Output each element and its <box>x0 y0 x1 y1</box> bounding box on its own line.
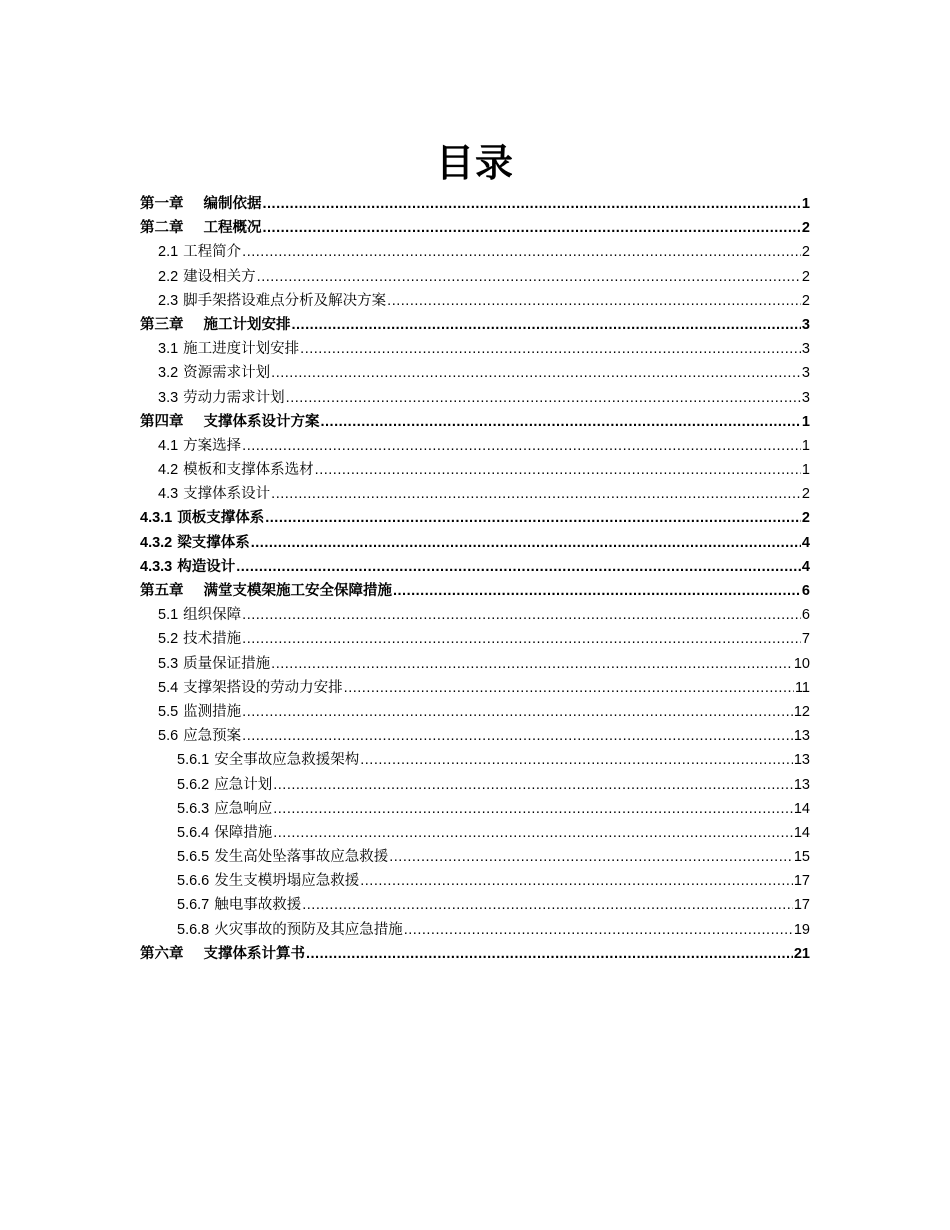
toc-leader-dots <box>300 337 801 361</box>
toc-entry[interactable] <box>140 893 810 917</box>
toc-entry-number: 5.6.3 <box>177 800 210 817</box>
toc-leader-dots <box>321 410 801 434</box>
toc-entry[interactable] <box>140 942 810 966</box>
toc-entry-number: 4.3.1 <box>140 510 173 527</box>
toc-title: 目录 <box>435 140 514 185</box>
toc-entry-label: 工程概况 <box>203 220 262 237</box>
toc-entry-page-number: 19 <box>793 921 810 938</box>
toc-entry-page-number: 17 <box>793 873 810 890</box>
toc-entry-page-number: 13 <box>793 728 810 745</box>
toc-entry[interactable] <box>140 652 810 676</box>
toc-entry-label: 施工进度计划安排 <box>183 341 300 358</box>
toc-entry-label: 构造设计 <box>177 558 236 575</box>
toc-entry-label: 工程简介 <box>183 244 242 261</box>
toc-entry[interactable] <box>140 289 810 313</box>
toc-entry[interactable] <box>140 434 810 458</box>
toc-entry-label: 发生支模坍塌应急救援 <box>214 873 360 890</box>
toc-entry-number: 4.1 <box>158 437 179 454</box>
toc-entry-page-number: 2 <box>801 486 810 503</box>
toc-entry-label: 质量保证措施 <box>183 655 271 672</box>
toc-entry-label: 梁支撑体系 <box>177 534 250 551</box>
toc-entry[interactable] <box>140 482 810 506</box>
toc-leader-dots <box>360 748 793 772</box>
toc-entry-number: 5.6 <box>158 728 179 745</box>
toc-entry[interactable] <box>140 918 810 942</box>
toc-leader-dots <box>273 773 793 797</box>
toc-leader-dots <box>242 434 801 458</box>
toc-leader-dots <box>263 216 801 240</box>
toc-entry[interactable] <box>140 361 810 385</box>
toc-entry-label: 满堂支模架施工安全保障措施 <box>203 583 392 599</box>
toc-entry[interactable] <box>140 748 810 772</box>
toc-entry[interactable] <box>140 216 810 240</box>
toc-entry-label: 支撑体系设计方案 <box>203 413 320 430</box>
toc-leader-dots <box>271 482 801 506</box>
toc-entry-number: 5.6.1 <box>177 752 210 769</box>
toc-entry-number: 第三章 <box>140 316 184 333</box>
toc-entry-page-number: 1 <box>801 462 810 479</box>
toc-leader-dots <box>242 603 801 627</box>
toc-leader-dots <box>315 458 801 482</box>
toc-leader-dots <box>302 893 793 917</box>
toc-leader-dots <box>242 240 801 264</box>
toc-leader-dots <box>273 821 793 845</box>
toc-entry[interactable] <box>140 192 810 216</box>
toc-entry-page-number: 3 <box>801 389 810 406</box>
toc-entry-page-number: 14 <box>793 800 810 817</box>
toc-entry-label: 施工计划安排 <box>203 316 291 333</box>
toc-entry-page-number: 2 <box>801 510 810 527</box>
toc-entry-page-number: 21 <box>793 945 810 962</box>
toc-entry[interactable] <box>140 700 810 724</box>
toc-leader-dots <box>387 289 801 313</box>
toc-entry[interactable] <box>140 386 810 410</box>
toc-entry-page-number: 2 <box>801 220 810 237</box>
toc-entry-number: 2.1 <box>158 244 179 261</box>
toc-entry-number: 4.3.2 <box>140 534 173 551</box>
toc-entry-label: 模板和支撑体系选材 <box>183 462 314 479</box>
toc-leader-dots <box>257 265 801 289</box>
toc-entry-number: 第一章 <box>140 196 184 212</box>
toc-entry[interactable] <box>140 313 810 337</box>
toc-entry[interactable] <box>140 579 810 603</box>
toc-entry-page-number: 1 <box>801 196 810 212</box>
toc-entry-number: 3.2 <box>158 365 179 382</box>
toc-entry-page-number: 3 <box>801 316 810 333</box>
toc-entry-label: 建设相关方 <box>183 268 256 285</box>
toc-leader-dots <box>263 192 801 216</box>
toc-entry-number: 第五章 <box>140 583 184 599</box>
toc-entry-page-number: 7 <box>801 631 810 648</box>
toc-entry-number: 5.3 <box>158 655 179 672</box>
toc-entry-page-number: 13 <box>793 776 810 793</box>
toc-leader-dots <box>292 313 801 337</box>
toc-entry-number: 5.6.7 <box>177 897 210 914</box>
toc-entry-number: 5.5 <box>158 703 179 720</box>
toc-entry-label: 顶板支撑体系 <box>177 510 265 527</box>
toc-leader-dots <box>389 845 793 869</box>
toc-entry-number: 2.3 <box>158 292 179 309</box>
toc-entry[interactable] <box>140 845 810 869</box>
toc-entry-number: 第二章 <box>140 220 184 237</box>
toc-entry-page-number: 10 <box>793 655 810 672</box>
toc-leader-dots <box>393 579 801 603</box>
toc-leader-dots <box>242 700 793 724</box>
toc-entry-label: 技术措施 <box>183 631 242 648</box>
toc-entry-page-number: 3 <box>801 365 810 382</box>
toc-entry-label: 触电事故救援 <box>214 897 302 914</box>
toc-entry-page-number: 1 <box>801 437 810 454</box>
toc-entry-label: 劳动力需求计划 <box>183 389 285 406</box>
toc-entry-page-number: 4 <box>801 558 810 575</box>
toc-entry-label: 方案选择 <box>183 437 242 454</box>
toc-entry-label: 资源需求计划 <box>183 365 271 382</box>
toc-leader-dots <box>286 386 801 410</box>
toc-entry-page-number: 17 <box>793 897 810 914</box>
toc-entry-page-number: 1 <box>801 413 810 430</box>
toc-entry-number: 3.1 <box>158 341 179 358</box>
toc-leader-dots <box>242 627 801 651</box>
toc-entry-number: 第六章 <box>140 945 184 962</box>
toc-entry[interactable] <box>140 724 810 748</box>
toc-entry-number: 5.6.2 <box>177 776 210 793</box>
toc-entry-label: 安全事故应急救援架构 <box>214 752 360 769</box>
toc-entry-number: 2.2 <box>158 268 179 285</box>
toc-entry-page-number: 11 <box>794 679 810 696</box>
toc-entry[interactable] <box>140 869 810 893</box>
toc-entry[interactable] <box>140 773 810 797</box>
toc-entry[interactable] <box>140 410 810 434</box>
toc-entry-label: 应急计划 <box>214 776 273 793</box>
toc-entry-number: 5.1 <box>158 607 179 624</box>
toc-entry[interactable] <box>140 531 810 555</box>
toc-entry-number: 5.6.5 <box>177 849 210 866</box>
toc-entry-label: 脚手架搭设难点分析及解决方案 <box>183 292 387 309</box>
toc-entry-label: 支撑体系设计 <box>183 486 271 503</box>
toc-entry-label: 应急预案 <box>183 728 242 745</box>
toc-entry[interactable] <box>140 627 810 651</box>
toc-leader-dots <box>271 361 801 385</box>
toc-entry-label: 编制依据 <box>203 196 262 212</box>
toc-entry-number: 3.3 <box>158 389 179 406</box>
toc-entry-page-number: 6 <box>801 583 810 599</box>
toc-entry[interactable] <box>140 458 810 482</box>
toc-entry-label: 应急响应 <box>214 800 273 817</box>
toc-entry-label: 保障措施 <box>214 824 273 841</box>
toc-entry-number: 5.4 <box>158 679 179 696</box>
toc-entry-number: 5.6.4 <box>177 824 210 841</box>
toc-entry-number: 第四章 <box>140 413 184 430</box>
toc-entry-label: 组织保障 <box>183 607 242 624</box>
toc-entry-page-number: 2 <box>801 292 810 309</box>
toc-entry-label: 发生高处坠落事故应急救援 <box>214 849 389 866</box>
toc-entry-label: 支撑体系计算书 <box>203 945 305 962</box>
toc-entry[interactable] <box>140 506 810 530</box>
toc-leader-dots <box>242 724 793 748</box>
toc-entry[interactable] <box>140 337 810 361</box>
toc-entry-number: 5.6.8 <box>177 921 210 938</box>
toc-entry-page-number: 6 <box>801 607 810 624</box>
toc-entry-page-number: 14 <box>793 824 810 841</box>
toc-entry-label: 监测措施 <box>183 703 242 720</box>
toc-entry-number: 4.2 <box>158 462 179 479</box>
toc-entry-label: 支撑架搭设的劳动力安排 <box>183 679 343 696</box>
toc-leader-dots <box>265 506 801 530</box>
toc-entry[interactable] <box>140 797 810 821</box>
toc-entry-page-number: 13 <box>793 752 810 769</box>
toc-entry-page-number: 12 <box>793 703 810 720</box>
toc-entry[interactable] <box>140 240 810 264</box>
toc-entry-number: 5.2 <box>158 631 179 648</box>
toc-leader-dots <box>271 652 793 676</box>
toc-entry-page-number: 15 <box>793 849 810 866</box>
toc-leader-dots <box>360 869 793 893</box>
toc-entry-page-number: 2 <box>801 244 810 261</box>
toc-leader-dots <box>306 942 793 966</box>
toc-entry-page-number: 2 <box>801 268 810 285</box>
table-of-contents <box>140 192 810 966</box>
toc-entry[interactable] <box>140 821 810 845</box>
toc-leader-dots <box>236 555 801 579</box>
toc-entry[interactable] <box>140 603 810 627</box>
toc-leader-dots <box>404 918 793 942</box>
toc-leader-dots <box>344 676 794 700</box>
toc-entry-page-number: 4 <box>801 534 810 551</box>
toc-leader-dots <box>273 797 793 821</box>
toc-entry-number: 4.3 <box>158 486 179 503</box>
toc-entry[interactable] <box>140 676 810 700</box>
toc-entry-number: 5.6.6 <box>177 873 210 890</box>
toc-entry[interactable] <box>140 555 810 579</box>
toc-leader-dots <box>251 531 801 555</box>
toc-entry[interactable] <box>140 265 810 289</box>
toc-entry-label: 火灾事故的预防及其应急措施 <box>214 921 403 938</box>
toc-entry-page-number: 3 <box>801 341 810 358</box>
toc-entry-number: 4.3.3 <box>140 558 173 575</box>
